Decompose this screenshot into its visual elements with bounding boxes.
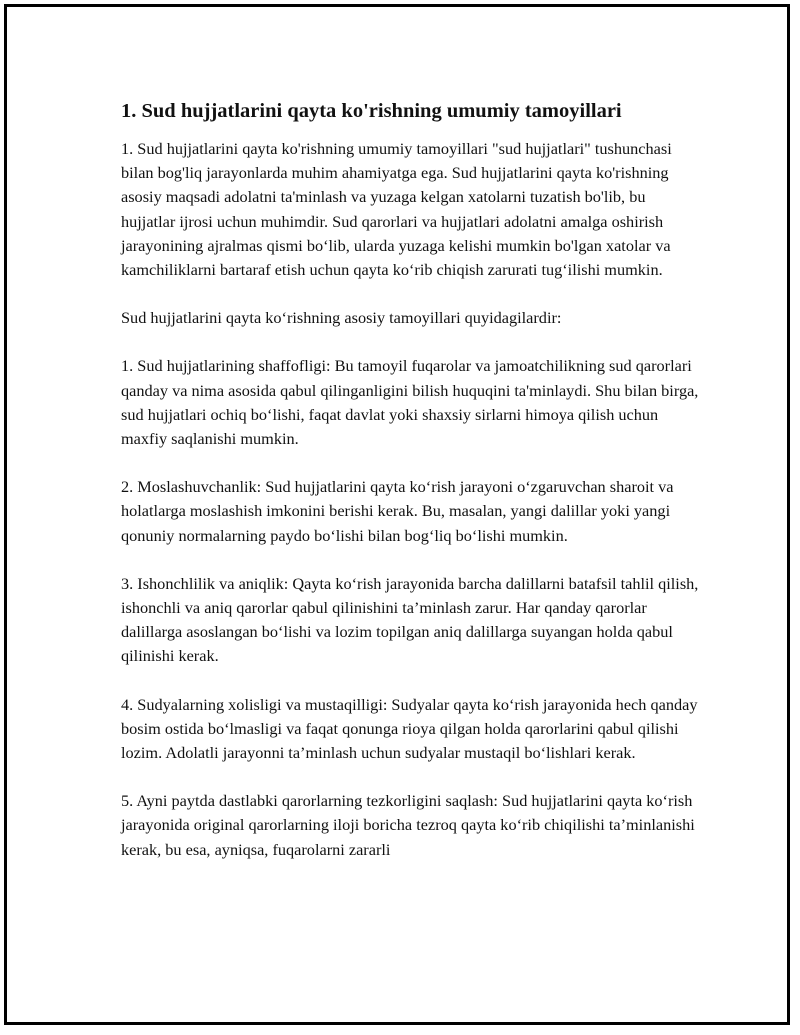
paragraph-transparency: 1. Sud hujjatlarining shaffofligi: Bu tamoyil fuqarolar va jamoatchilikning sud qarorlari qanday va nima asosida qabul qilinganligini bilish huquqini ta'minlaydi. Shu bilan birga, sud hujjatlari ochiq bo‘lishi, faqat davlat yoki shaxsiy sirlarni himoya qilish uchun maxfiy saqlanishi mumkin. bbox=[121, 356, 699, 449]
paragraph-promptness: 5. Ayni paytda dastlabki qarorlarning tezkorligini saqlash: Sud hujjatlarini qayta ko‘rish jarayonida original qarorlarning iloji boricha tezroq qayta ko‘rib chiqilishi ta’minlanishi kerak, bu esa, ayniqsa, fuqarolarni zararli bbox=[121, 791, 695, 859]
paragraph-impartiality: 4. Sudyalarning xolisligi va mustaqilligi: Sudyalar qayta ko‘rish jarayonida hech qanday bosim ostida bo‘lmasligi va faqat qonunga rioya qilgan holda qarorlarini qabul qilishi lozim. Adolatli jarayonni ta’minlash uchun sudyalar mustaqil bo‘lishlari kerak. bbox=[121, 694, 698, 763]
paragraph-intro: 1. Sud hujjatlarini qayta ko'rishning umumiy tamoyillari "sud hujjatlari" tushunchasi bilan bog'liq jarayonlarda muhim ahamiyatga ega. Sud hujjatlarini qayta ko'rishning asosiy maqsadi adolatni ta'minlash va yuzaga kelgan xatolarni tuzatish bo'lib, bu hujjatlar ijrosi uchun muhimdir. Sud qarorlari va hujjatlari adolatni amalga oshirish jarayonining ajralmas qismi bo‘lib, ularda yuzaga kelishi mumkin bo'lgan xatolar va kamchiliklarni bartaraf etish uchun qayta ko‘rib chiqish zarurati tug‘ilishi mumkin. bbox=[121, 139, 672, 280]
document-title: 1. Sud hujjatlarini qayta ko'rishning umumiy tamoyillari bbox=[121, 100, 622, 122]
paragraph-principles-heading: Sud hujjatlarini qayta ko‘rishning asosiy tamoyillari quyidagilardir: bbox=[121, 308, 562, 328]
document-body bbox=[121, 97, 701, 886]
paragraph-reliability: 3. Ishonchlilik va aniqlik: Qayta ko‘rish jarayonida barcha dalillarni batafsil tahlil qilish, ishonchli va aniq qarorlar qabul qilinishini ta’minlash zarur. Har qanday qarorlar dalillarga asoslangan bo‘lishi va lozim topilgan aniq dalillarga suyangan holda qabul qilinishi kerak. bbox=[121, 573, 699, 666]
paragraph-flexibility: 2. Moslashuvchanlik: Sud hujjatlarini qayta ko‘rish jarayoni o‘zgaruvchan sharoit va holatlarga moslashish imkonini berishi kerak. Bu, masalan, yangi dalillar yoki yangi qonuniy normalarning paydo bo‘lishi bilan bog‘liq bo‘lishi mumkin. bbox=[121, 477, 674, 545]
document-page bbox=[4, 4, 790, 1025]
